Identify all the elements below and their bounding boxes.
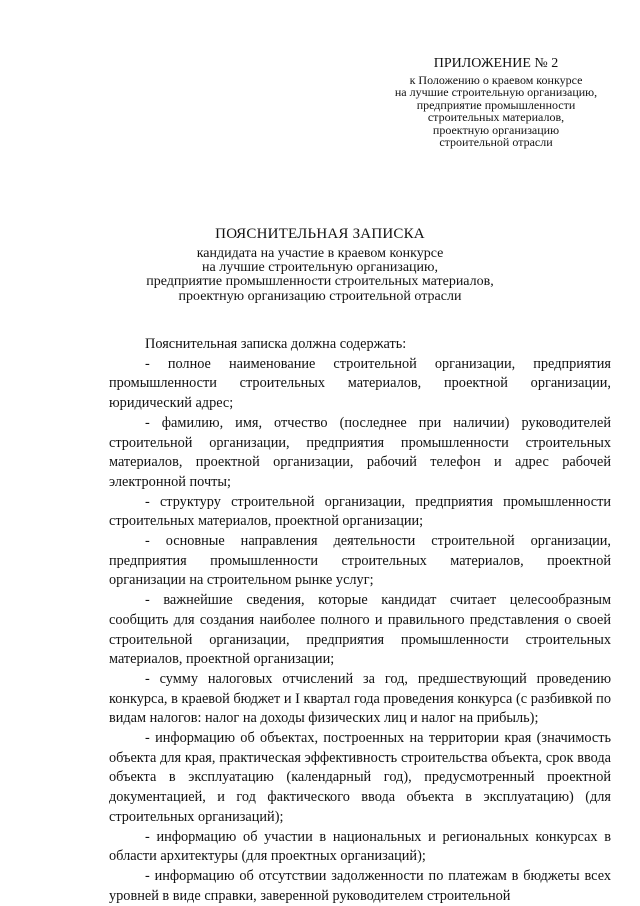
requirements-list	[109, 355, 611, 906]
intro-paragraph: Пояснительная записка должна содержать:	[145, 336, 407, 352]
appendix-line: проектную организацию	[432, 122, 560, 137]
appendix-line: на лучшие строительную организацию,	[394, 85, 598, 100]
list-item: - сумму налоговых отчислений за год, предшествующий проведению конкурса, в краевой бюджет и I квартал года проведения конкурса (с разбивкой по видам налогов: налог на доходы физических лиц и налог на прибыль);	[109, 670, 611, 727]
list-item: - информацию об участии в национальных и региональных конкурсах в области архитектуры (для проектных организаций);	[109, 828, 611, 865]
list-item: - полное наименование строительной организации, предприятия промышленности строительных материалов, проектной организации, юридический адрес;	[109, 355, 611, 412]
appendix-line: предприятие промышленности	[416, 97, 576, 112]
list-item: - основные направления деятельности строительной организации, предприятия промышленности строительных материалов, проектной организации на строительном рынке услуг;	[109, 533, 611, 589]
appendix-line: строительной отрасли	[439, 135, 553, 150]
list-item: - важнейшие сведения, которые кандидат считает целесообразным сообщить для создания наиболее полного и правильного представления о своей строительной организации, предприятия промышленности строительных материалов, проектной организации;	[109, 592, 611, 668]
document-subtitle	[60, 247, 580, 304]
list-item: - структуру строительной организации, предприятия промышленности строительных материалов, проектной организации;	[109, 493, 611, 530]
subtitle-line: кандидата на участие в краевом конкурсе	[196, 246, 444, 261]
subtitle-line: на лучшие строительную организацию,	[202, 260, 438, 276]
appendix-title: ПРИЛОЖЕНИЕ № 2	[433, 56, 559, 71]
appendix-line: к Положению о краевом конкурсе	[409, 73, 583, 87]
appendix-block	[380, 56, 612, 148]
document-title: ПОЯСНИТЕЛЬНАЯ ЗАПИСКА	[215, 226, 425, 242]
list-item: - фамилию, имя, отчество (последнее при наличии) руководителей строительной организации, предприятия промышленности строительных материалов, проектной организации, рабочий телефон и адрес рабочей электронной почты;	[109, 414, 611, 490]
list-item: - информацию об объектах, построенных на территории края (значимость объекта для края, практическая эффективность строительства объекта, срок ввода объекта в эксплуатацию (календарный год), предусмотренный проектной документацией, и год фактического ввода объекта в эксплуатацию) (для строительных организаций);	[109, 730, 611, 825]
subtitle-line: проектную организацию строительной отрасли	[178, 288, 462, 304]
subtitle-line: предприятие промышленности строительных материалов,	[146, 274, 494, 290]
list-item: - информацию об отсутствии задолженности по платежам в бюджеты всех уровней в виде справки, заверенной руководителем строительной	[109, 867, 611, 904]
appendix-line: строительных материалов,	[427, 110, 565, 125]
document-body	[109, 335, 611, 906]
